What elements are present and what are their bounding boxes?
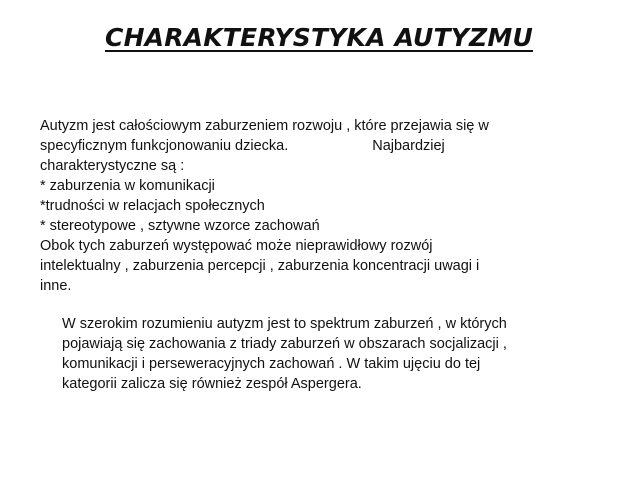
paragraph-definition	[40, 116, 600, 296]
text-line: Autyzm jest całościowym zaburzeniem rozwoju , które przejawia się w	[40, 118, 489, 134]
text-line: kategorii zalicza się również zespół Aspergera.	[62, 376, 362, 392]
list-item-social: *trudności w relacjach społecznych	[40, 198, 265, 214]
text-line: intelektualny , zaburzenia percepcji , zaburzenia koncentracji uwagi i	[40, 258, 480, 274]
list-item-communication: * zaburzenia w komunikacji	[40, 178, 215, 194]
text-segment: specyficznym funkcjonowaniu dziecka.	[40, 138, 289, 154]
text-line	[40, 136, 600, 156]
paragraph-spectrum	[40, 314, 600, 394]
text-line: Obok tych zaburzeń występować może nieprawidłowy rozwój	[40, 238, 433, 254]
slide-title: CHARAKTERYSTYKA AUTYZMU	[105, 23, 533, 52]
text-line: komunikacji i perseweracyjnych zachowań . W takim ujęciu do tej	[62, 356, 481, 372]
slide-body	[40, 116, 600, 394]
text-line: inne.	[40, 278, 72, 294]
text-line: pojawiają się zachowania z triady zaburzeń w obszarach socjalizacji ,	[62, 336, 507, 352]
text-line: W szerokim rozumieniu autyzm jest to spektrum zaburzeń , w których	[62, 316, 507, 332]
text-line: charakterystyczne są :	[40, 158, 185, 174]
list-item-stereotypes: * stereotypowe , sztywne wzorce zachowań	[40, 218, 320, 234]
text-segment: Najbardziej	[372, 138, 445, 154]
